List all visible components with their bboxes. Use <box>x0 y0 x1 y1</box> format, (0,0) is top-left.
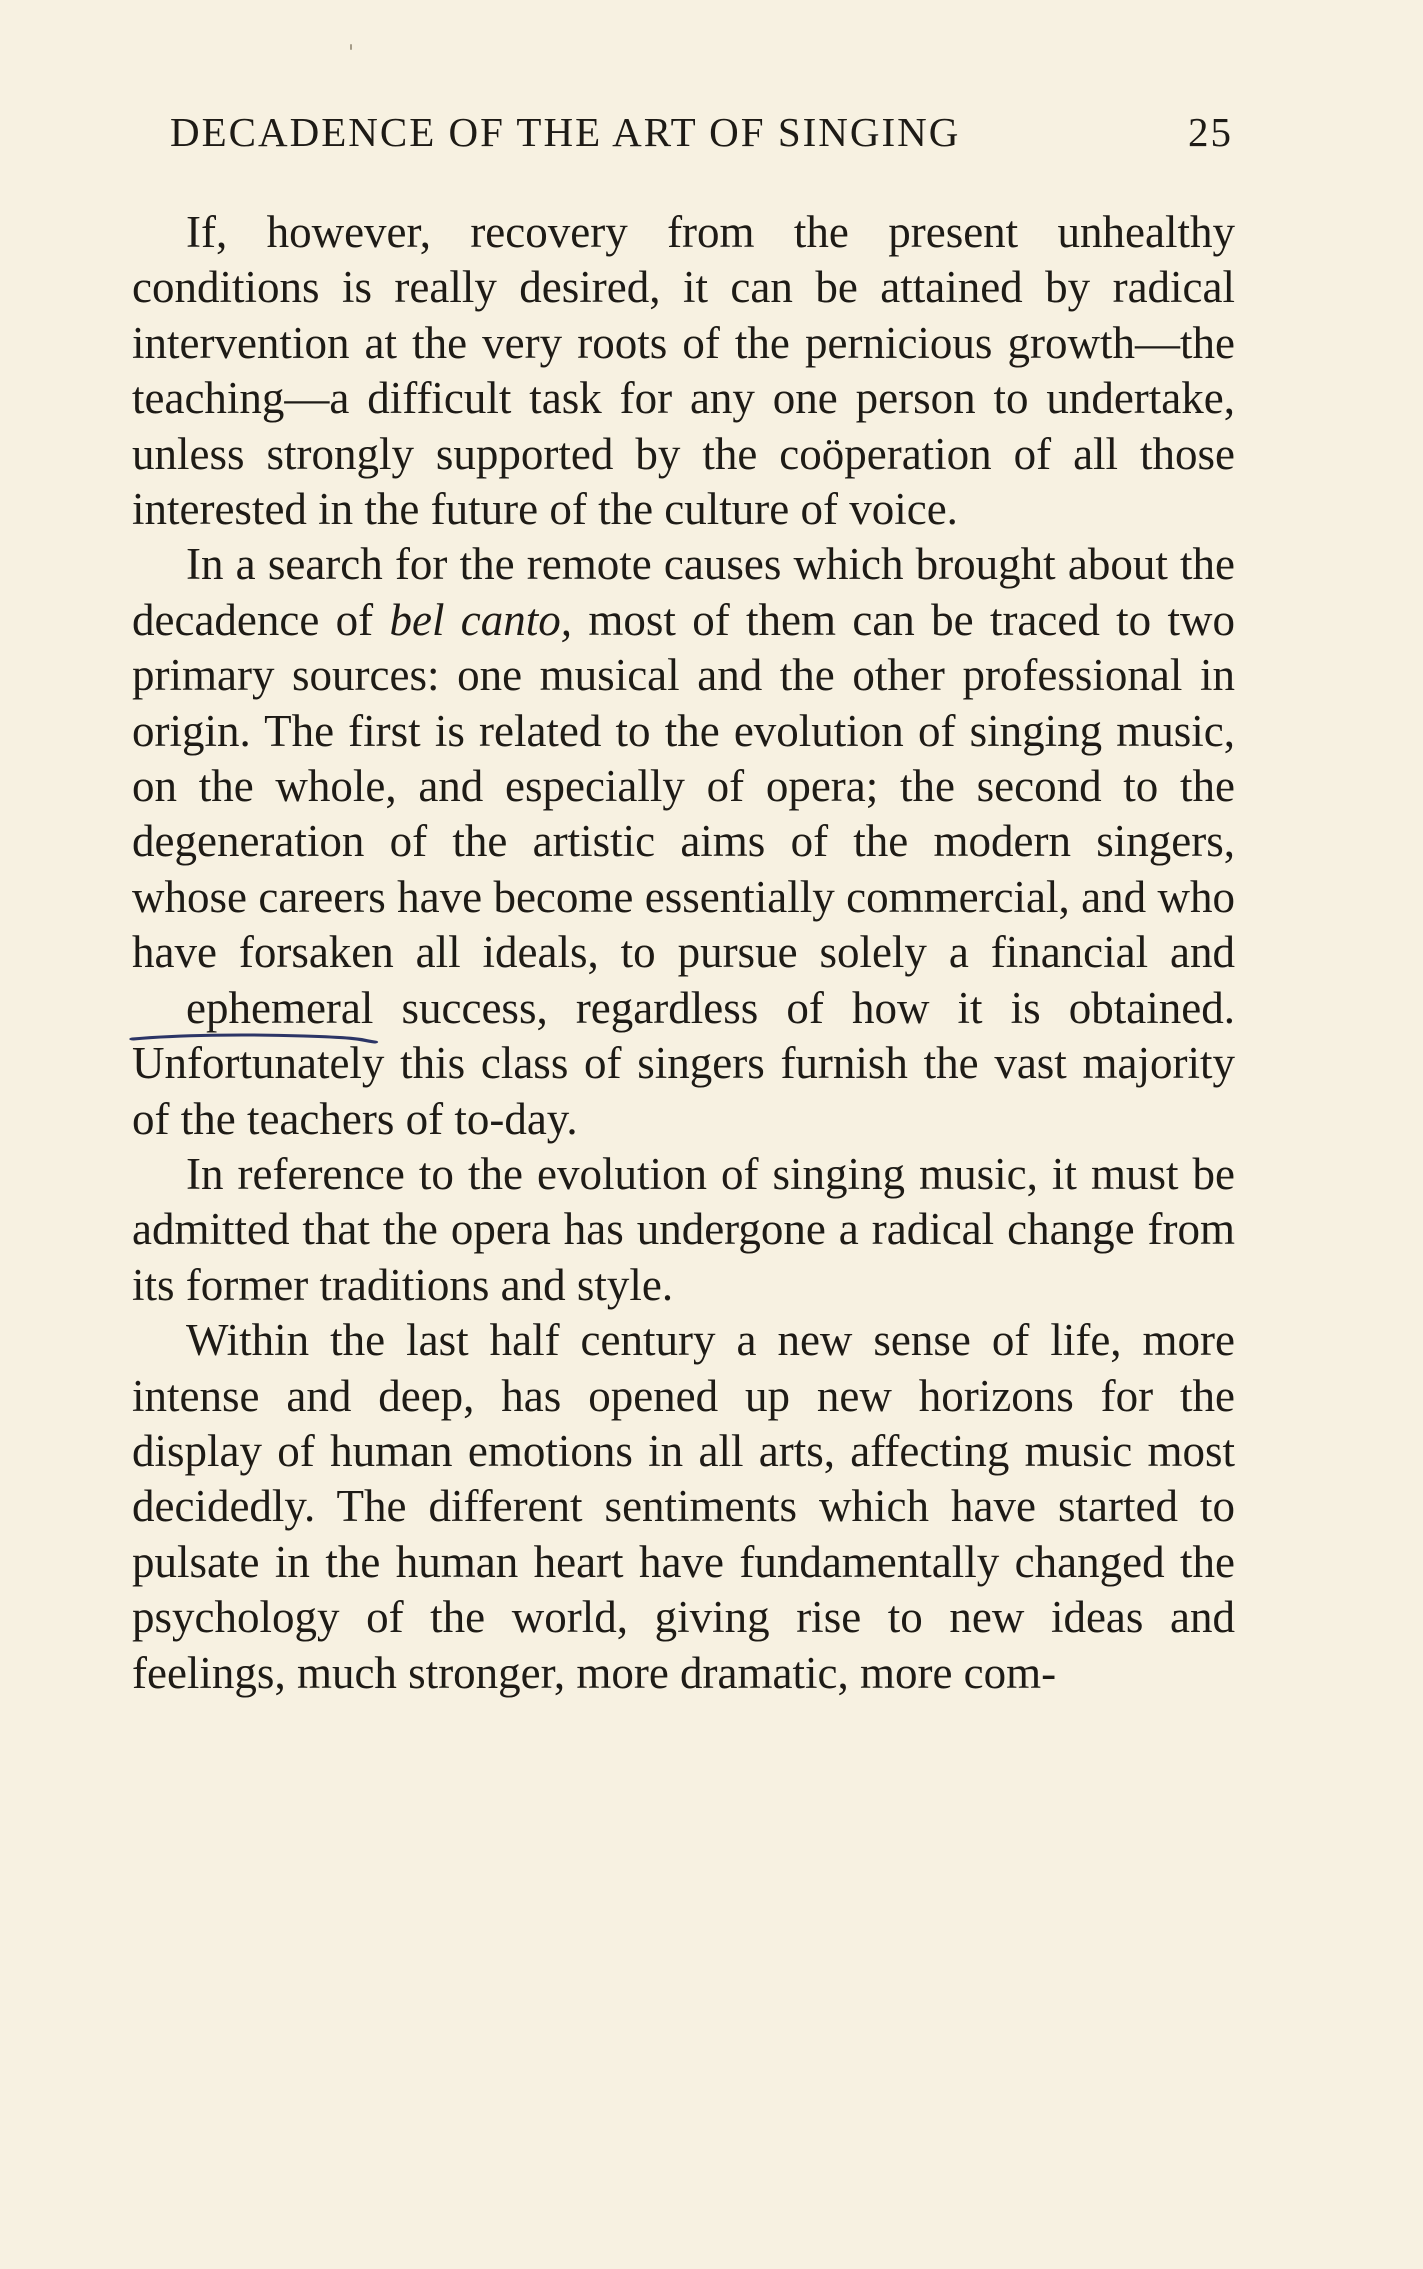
paragraph-1: If, however, recovery from the present unhealthy conditions is really desired, it can be attained by radical intervention at the very roots of the pernicious growth—the teaching—a difficult task for any one person to undertake, unless strongly supported by the coöperation of all those interested in the future of the culture of voice. <box>132 207 1235 535</box>
body-text <box>132 205 1235 1701</box>
running-head <box>170 108 1233 168</box>
paragraph-4: Within the last half century a new sense of life, more intense and deep, has opened up new horizons for the display of human emotions in all arts, affecting music most decidedly. The different sentiments which have started to pulsate in the human heart have fundamentally changed the psychology of the world, giving rise to new ideas and feelings, much stronger, more dramatic, more com- <box>132 1315 1235 1698</box>
paper-speck <box>350 44 352 50</box>
paragraph-2-text-c: success, regardless of how it is obtained. Unfortunately this class of singers furnish the vast majority of the teachers of to-day. <box>132 982 1235 1144</box>
pen-underline-mark <box>128 1030 379 1046</box>
underlined-word <box>132 981 373 1036</box>
paragraph-2-text-b: most of them can be traced to two primary sources: one musical and the other professional in origin. The first is related to the evolution of singing music, on the whole, and especially of opera; the second to the degeneration of the artistic aims of the modern singers, whose careers have become essentially commercial, and who have forsaken all ideals, to pursue solely a financial and <box>132 594 1236 978</box>
paragraph-2 <box>132 537 1235 1146</box>
paragraph-3: In reference to the evolution of singing music, it must be admitted that the opera has undergone a radical change from its former traditions and style. <box>132 1148 1235 1310</box>
underlined-word-text: ephemeral <box>186 982 374 1033</box>
pen-stroke <box>133 1035 374 1042</box>
page-number: 25 <box>1188 109 1233 155</box>
chapter-title: DECADENCE OF THE ART OF SINGING <box>170 109 961 155</box>
paragraph-2-text-a: In a search for the remote causes which brought about the decadence of <box>132 539 1235 645</box>
italic-phrase: bel canto, <box>389 594 573 645</box>
